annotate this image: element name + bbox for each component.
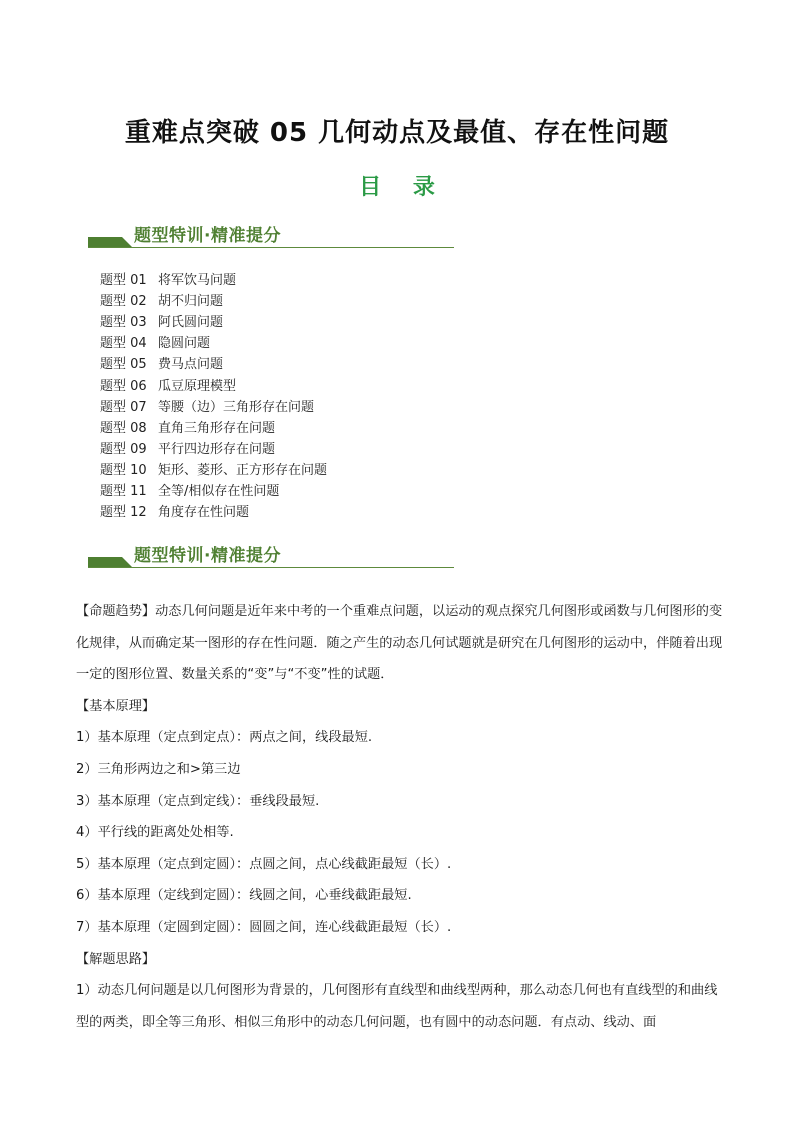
- toc-item-number: 题型 11: [100, 483, 147, 499]
- principle-item: 6）基本原理（定线到定圆）：线圆之间，心垂线截距最短.: [76, 888, 412, 904]
- toc-item-number: 题型 02: [100, 294, 147, 310]
- trend-paragraph: 【命题趋势】动态几何问题是近年来中考的一个重难点问题，以运动的观点探究几何图形或函数与几何图形的变化规律，从而确定某一图形的存在性问题．随之产生的动态几何试题就是研究在几何图形的运动中，伴随着出现一定的图形位置、数量关系的“变”与“不变”性的试题．: [76, 604, 723, 683]
- toc-item[interactable]: [100, 479, 327, 500]
- toc-item[interactable]: [100, 500, 327, 521]
- principle-item: 7）基本原理（定圆到定圆）：圆圆之间，连心线截距最短（长）.: [76, 919, 452, 935]
- toc-item[interactable]: [100, 331, 327, 352]
- toc-item-name: 瓜豆原理模型: [158, 378, 237, 394]
- toc-item-name: 等腰（边）三角形存在问题: [158, 399, 315, 415]
- principle-item: 2）三角形两边之和>第三边: [76, 761, 241, 777]
- toc-item[interactable]: [100, 268, 327, 289]
- toc-item-number: 题型 05: [100, 357, 147, 373]
- toc-item-number: 题型 10: [100, 462, 147, 478]
- toc-item-name: 隐圆问题: [158, 336, 211, 352]
- toc-item-number: 题型 12: [100, 505, 147, 521]
- banner-label: 题型特训·精准提分: [134, 226, 281, 246]
- banner-label: 题型特训·精准提分: [134, 546, 281, 566]
- toc-item-name: 将军饮马问题: [158, 273, 237, 289]
- banner-triangle-shape: [122, 237, 132, 247]
- toc-item-number: 题型 07: [100, 399, 147, 415]
- principle-heading: 【基本原理】: [76, 698, 156, 714]
- toc-item[interactable]: [100, 458, 327, 479]
- toc-item-number: 题型 04: [100, 336, 147, 352]
- banner-bar-shape: [88, 557, 122, 567]
- idea-heading: 【解题思路】: [76, 951, 156, 967]
- toc-item-name: 费马点问题: [158, 357, 224, 373]
- body-text: [76, 596, 726, 1038]
- page-title: 重难点突破 05 几何动点及最值、存在性问题: [124, 118, 670, 148]
- section-banner-content: [88, 542, 454, 568]
- banner-triangle-shape: [122, 557, 132, 567]
- toc-item[interactable]: [100, 310, 327, 331]
- toc-item[interactable]: [100, 437, 327, 458]
- toc-heading: 目 录: [359, 175, 447, 200]
- banner-bar-shape: [88, 237, 122, 247]
- toc-item-number: 题型 03: [100, 315, 147, 331]
- toc-item-name: 胡不归问题: [158, 294, 224, 310]
- toc-item-name: 平行四边形存在问题: [158, 441, 276, 457]
- toc-list: [100, 268, 327, 521]
- toc-item-number: 题型 08: [100, 420, 147, 436]
- toc-item[interactable]: [100, 373, 327, 394]
- principle-item: 3）基本原理（定点到定线）：垂线段最短.: [76, 793, 320, 809]
- principle-item: 1）基本原理（定点到定点）：两点之间，线段最短.: [76, 730, 373, 746]
- toc-item-name: 直角三角形存在问题: [158, 420, 276, 436]
- toc-item-name: 全等/相似存在性问题: [158, 483, 280, 499]
- principle-item: 5）基本原理（定点到定圆）：点圆之间，点心线截距最短（长）.: [76, 856, 452, 872]
- toc-item-name: 矩形、菱形、正方形存在问题: [158, 462, 328, 478]
- toc-item[interactable]: [100, 352, 327, 373]
- principle-item: 4）平行线的距离处处相等.: [76, 825, 234, 841]
- section-banner-toc: [88, 222, 454, 248]
- toc-item[interactable]: [100, 416, 327, 437]
- toc-item-number: 题型 06: [100, 378, 147, 394]
- toc-item[interactable]: [100, 289, 327, 310]
- toc-item-number: 题型 01: [100, 273, 147, 289]
- toc-item-name: 角度存在性问题: [158, 505, 250, 521]
- toc-item[interactable]: [100, 395, 327, 416]
- toc-item-number: 题型 09: [100, 441, 147, 457]
- toc-item-name: 阿氏圆问题: [158, 315, 224, 331]
- idea-paragraph: 1）动态几何问题是以几何图形为背景的，几何图形有直线型和曲线型两种，那么动态几何也有直线型的和曲线型的两类，即全等三角形、相似三角形中的动态几何问题，也有圆中的动态问题．有点动、线动、面: [76, 983, 718, 1030]
